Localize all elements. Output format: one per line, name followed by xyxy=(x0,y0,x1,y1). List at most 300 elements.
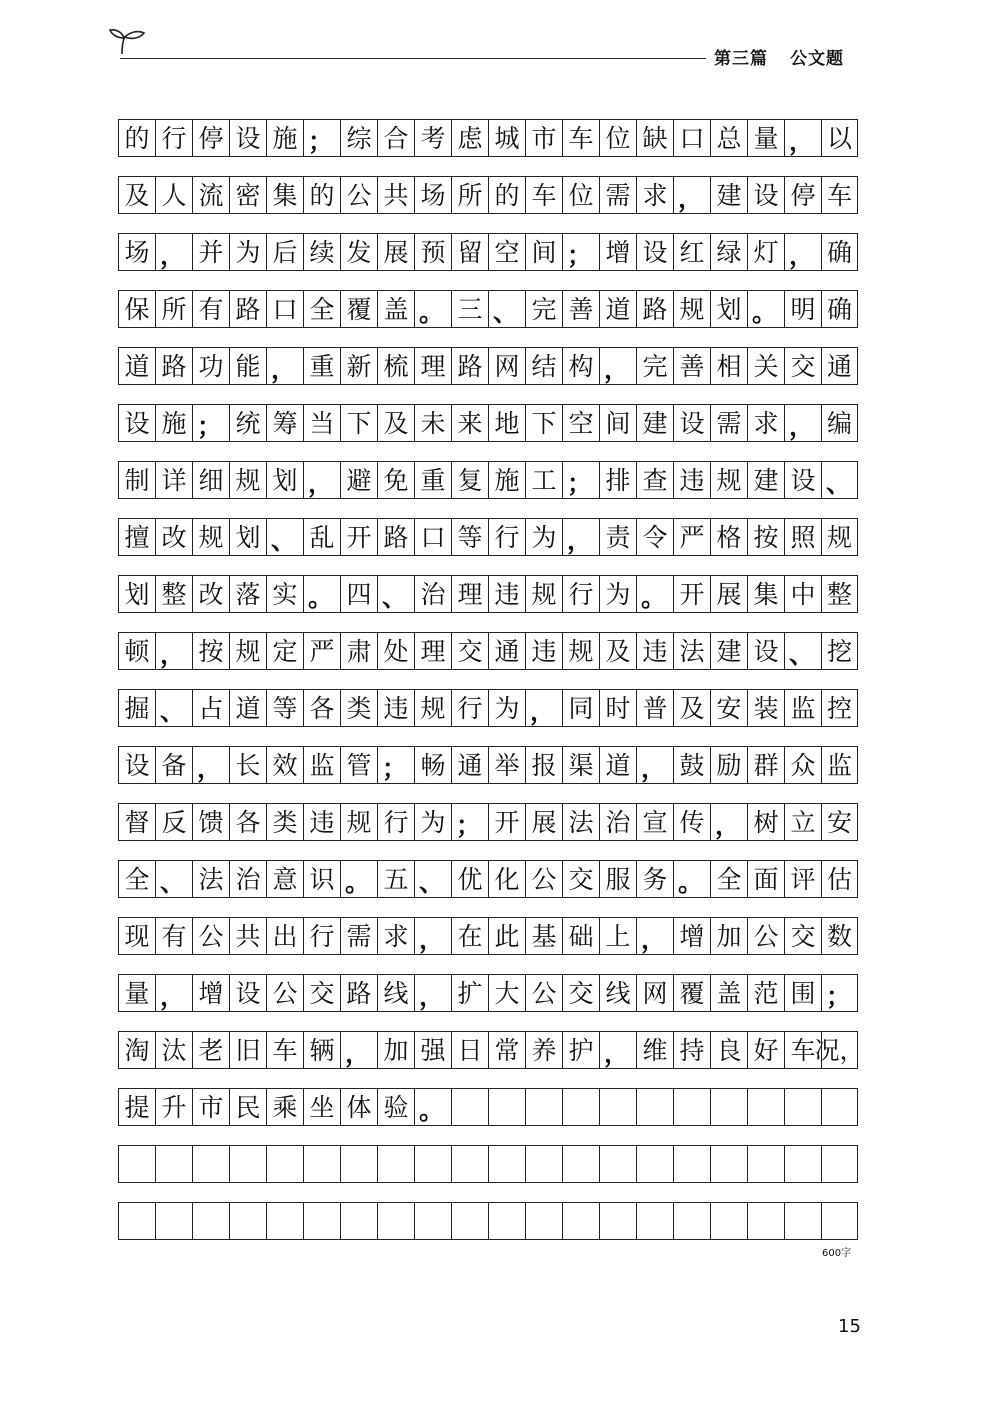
grid-cell: 照 xyxy=(784,518,821,556)
grid-cell: 场 xyxy=(414,176,451,214)
grid-cell xyxy=(747,1145,784,1183)
grid-cell: 口 xyxy=(673,119,710,157)
grid-cell: 务 xyxy=(636,860,673,898)
grid-cell: 励 xyxy=(710,746,747,784)
grid-cell xyxy=(710,1145,747,1183)
grid-cell: 安 xyxy=(821,803,858,841)
grid-cell: 监 xyxy=(784,689,821,727)
grid-cell: 公 xyxy=(266,974,303,1012)
grid-cell xyxy=(488,1145,525,1183)
grid-cell: 交 xyxy=(784,917,821,955)
grid-cell: 车 xyxy=(525,176,562,214)
grid-cell: 避 xyxy=(340,461,377,499)
grid-cell: 报 xyxy=(525,746,562,784)
grid-cell xyxy=(451,1202,488,1240)
grid-row xyxy=(118,974,858,1012)
grid-cell: 五 xyxy=(377,860,414,898)
grid-cell: 合 xyxy=(377,119,414,157)
grid-cell xyxy=(229,1202,266,1240)
grid-cell xyxy=(377,1202,414,1240)
grid-cell: 时 xyxy=(599,689,636,727)
grid-cell xyxy=(636,1088,673,1126)
grid-cell xyxy=(821,1202,858,1240)
grid-cell: 良 xyxy=(710,1031,747,1069)
grid-cell: 城 xyxy=(488,119,525,157)
grid-cell: 及 xyxy=(599,632,636,670)
grid-cell: 设 xyxy=(118,404,155,442)
grid-cell: 保 xyxy=(118,290,155,328)
grid-cell: 养 xyxy=(525,1031,562,1069)
grid-cell: ， xyxy=(636,917,673,955)
grid-row xyxy=(118,1202,858,1240)
grid-row xyxy=(118,347,858,385)
grid-cell: 留 xyxy=(451,233,488,271)
grid-row xyxy=(118,632,858,670)
grid-cell: ； xyxy=(451,803,488,841)
page-number: 15 xyxy=(838,1316,861,1337)
grid-cell: 市 xyxy=(192,1088,229,1126)
grid-cell: 备 xyxy=(155,746,192,784)
grid-cell: 加 xyxy=(377,1031,414,1069)
grid-row xyxy=(118,1145,858,1183)
grid-cell: 查 xyxy=(636,461,673,499)
grid-cell xyxy=(192,1145,229,1183)
grid-cell: 、 xyxy=(155,860,192,898)
grid-row xyxy=(118,917,858,955)
grid-cell: ， xyxy=(599,347,636,385)
grid-cell: 的 xyxy=(303,176,340,214)
grid-cell: 众 xyxy=(784,746,821,784)
grid-cell: 三 xyxy=(451,290,488,328)
grid-cell: 出 xyxy=(266,917,303,955)
grid-cell: 整 xyxy=(821,575,858,613)
grid-cell xyxy=(118,1145,155,1183)
grid-cell: 维 xyxy=(636,1031,673,1069)
grid-cell: 建 xyxy=(710,632,747,670)
grid-cell: 密 xyxy=(229,176,266,214)
grid-cell: 畅 xyxy=(414,746,451,784)
grid-cell: 能 xyxy=(229,347,266,385)
grid-cell: 升 xyxy=(155,1088,192,1126)
grid-cell: 馈 xyxy=(192,803,229,841)
grid-row xyxy=(118,575,858,613)
grid-cell: 工 xyxy=(525,461,562,499)
header-rule xyxy=(120,58,706,59)
grid-cell: 求 xyxy=(377,917,414,955)
grid-cell: 并 xyxy=(192,233,229,271)
grid-cell: 路 xyxy=(229,290,266,328)
grid-cell: 违 xyxy=(673,461,710,499)
grid-cell: 编 xyxy=(821,404,858,442)
grid-cell: 下 xyxy=(525,404,562,442)
grid-cell xyxy=(784,1145,821,1183)
grid-cell: 日 xyxy=(451,1031,488,1069)
grid-cell: ； xyxy=(821,974,858,1012)
grid-cell: 。 xyxy=(636,575,673,613)
grid-cell: ， xyxy=(414,917,451,955)
grid-cell: 综 xyxy=(340,119,377,157)
grid-cell: 网 xyxy=(488,347,525,385)
grid-cell: 求 xyxy=(636,176,673,214)
grid-cell: 量 xyxy=(747,119,784,157)
grid-cell: 四 xyxy=(340,575,377,613)
grid-cell: 为 xyxy=(599,575,636,613)
grid-cell xyxy=(488,1088,525,1126)
grid-cell: 覆 xyxy=(340,290,377,328)
grid-cell: 所 xyxy=(155,290,192,328)
grid-cell xyxy=(266,1202,303,1240)
grid-cell: 安 xyxy=(710,689,747,727)
grid-cell: 严 xyxy=(673,518,710,556)
grid-cell xyxy=(229,1145,266,1183)
grid-cell: 施 xyxy=(266,119,303,157)
grid-cell: 违 xyxy=(377,689,414,727)
grid-cell: 违 xyxy=(488,575,525,613)
grid-cell: ； xyxy=(562,461,599,499)
section-label: 第三篇 xyxy=(714,49,768,69)
grid-cell xyxy=(562,1088,599,1126)
grid-cell xyxy=(451,1145,488,1183)
grid-cell: 新 xyxy=(340,347,377,385)
grid-cell: 规 xyxy=(821,518,858,556)
grid-cell: 改 xyxy=(155,518,192,556)
grid-cell: 详 xyxy=(155,461,192,499)
grid-cell: 基 xyxy=(525,917,562,955)
grid-cell: 位 xyxy=(599,119,636,157)
grid-cell: 理 xyxy=(414,347,451,385)
grid-cell: 汰 xyxy=(155,1031,192,1069)
grid-cell: 停 xyxy=(192,119,229,157)
grid-cell: 中 xyxy=(784,575,821,613)
grid-cell: 车 xyxy=(266,1031,303,1069)
grid-cell: 法 xyxy=(562,803,599,841)
grid-cell: 各 xyxy=(229,803,266,841)
grid-cell: 扩 xyxy=(451,974,488,1012)
grid-cell: 盖 xyxy=(377,290,414,328)
grid-cell xyxy=(192,1202,229,1240)
grid-cell: 范 xyxy=(747,974,784,1012)
grid-cell: 老 xyxy=(192,1031,229,1069)
grid-cell: 功 xyxy=(192,347,229,385)
grid-cell: 确 xyxy=(821,290,858,328)
grid-cell: 发 xyxy=(340,233,377,271)
grid-cell: 明 xyxy=(784,290,821,328)
grid-cell: 况， xyxy=(821,1031,858,1069)
grid-cell: 增 xyxy=(192,974,229,1012)
grid-cell: 宣 xyxy=(636,803,673,841)
grid-cell: 监 xyxy=(821,746,858,784)
grid-cell: 展 xyxy=(525,803,562,841)
grid-cell: 违 xyxy=(636,632,673,670)
grid-cell: 此 xyxy=(488,917,525,955)
grid-cell: 开 xyxy=(488,803,525,841)
grid-cell: 路 xyxy=(636,290,673,328)
grid-cell: 的 xyxy=(118,119,155,157)
grid-cell: 、 xyxy=(155,689,192,727)
grid-cell xyxy=(784,1088,821,1126)
grid-cell xyxy=(340,1145,377,1183)
grid-cell: 、 xyxy=(784,632,821,670)
grid-cell xyxy=(747,1202,784,1240)
grid-cell: 优 xyxy=(451,860,488,898)
grid-cell: 设 xyxy=(747,632,784,670)
grid-cell: 上 xyxy=(599,917,636,955)
grid-cell xyxy=(525,1088,562,1126)
grid-cell: 下 xyxy=(340,404,377,442)
grid-cell: 交 xyxy=(303,974,340,1012)
grid-cell: 施 xyxy=(155,404,192,442)
grid-cell xyxy=(340,1202,377,1240)
grid-cell: 治 xyxy=(414,575,451,613)
grid-cell: 行 xyxy=(488,518,525,556)
grid-cell: 全 xyxy=(118,860,155,898)
grid-cell: 排 xyxy=(599,461,636,499)
grid-cell: 传 xyxy=(673,803,710,841)
grid-cell: 路 xyxy=(155,347,192,385)
grid-cell: 需 xyxy=(710,404,747,442)
grid-cell: ， xyxy=(155,974,192,1012)
grid-cell xyxy=(673,1202,710,1240)
grid-cell: 行 xyxy=(303,917,340,955)
header-title xyxy=(714,44,844,69)
grid-cell: 以 xyxy=(821,119,858,157)
grid-cell: 管 xyxy=(340,746,377,784)
grid-cell xyxy=(451,1088,488,1126)
grid-cell: 、 xyxy=(488,290,525,328)
grid-cell: 线 xyxy=(599,974,636,1012)
grid-cell: 筹 xyxy=(266,404,303,442)
grid-cell xyxy=(155,1145,192,1183)
grid-cell: 行 xyxy=(562,575,599,613)
grid-cell: 乘 xyxy=(266,1088,303,1126)
grid-cell: 规 xyxy=(562,632,599,670)
grid-cell: 督 xyxy=(118,803,155,841)
grid-cell: 好 xyxy=(747,1031,784,1069)
grid-cell: 加 xyxy=(710,917,747,955)
grid-cell: 按 xyxy=(192,632,229,670)
grid-cell: 展 xyxy=(377,233,414,271)
grid-cell: 长 xyxy=(229,746,266,784)
grid-cell: 令 xyxy=(636,518,673,556)
grid-cell: 淘 xyxy=(118,1031,155,1069)
grid-cell: 展 xyxy=(710,575,747,613)
grid-cell: 路 xyxy=(340,974,377,1012)
grid-cell: 、 xyxy=(266,518,303,556)
grid-cell: 共 xyxy=(377,176,414,214)
grid-cell: 责 xyxy=(599,518,636,556)
grid-cell: 细 xyxy=(192,461,229,499)
grid-cell: 需 xyxy=(340,917,377,955)
grid-cell: 等 xyxy=(451,518,488,556)
grid-cell: 监 xyxy=(303,746,340,784)
grid-cell xyxy=(414,1202,451,1240)
grid-cell: 交 xyxy=(784,347,821,385)
grid-cell: 在 xyxy=(451,917,488,955)
grid-cell: 效 xyxy=(266,746,303,784)
grid-cell: 建 xyxy=(636,404,673,442)
grid-cell: 及 xyxy=(673,689,710,727)
grid-cell: 。 xyxy=(747,290,784,328)
grid-cell: 化 xyxy=(488,860,525,898)
grid-cell: 数 xyxy=(821,917,858,955)
grid-cell: 道 xyxy=(118,347,155,385)
grid-cell: 。 xyxy=(340,860,377,898)
grid-cell: 续 xyxy=(303,233,340,271)
grid-cell: 设 xyxy=(673,404,710,442)
grid-cell: 处 xyxy=(377,632,414,670)
grid-cell: 确 xyxy=(821,233,858,271)
grid-cell: 现 xyxy=(118,917,155,955)
grid-cell: 识 xyxy=(303,860,340,898)
grid-cell: 集 xyxy=(747,575,784,613)
grid-cell: 关 xyxy=(747,347,784,385)
grid-cell: 。 xyxy=(303,575,340,613)
grid-cell: ； xyxy=(192,404,229,442)
grid-cell: ， xyxy=(340,1031,377,1069)
grid-cell: 。 xyxy=(673,860,710,898)
grid-cell: ， xyxy=(784,404,821,442)
grid-cell: ， xyxy=(599,1031,636,1069)
grid-row xyxy=(118,404,858,442)
grid-cell: 考 xyxy=(414,119,451,157)
grid-cell: 交 xyxy=(562,860,599,898)
grid-cell xyxy=(155,1202,192,1240)
grid-cell: 常 xyxy=(488,1031,525,1069)
grid-cell: 车 xyxy=(784,1031,821,1069)
grid-cell: 按 xyxy=(747,518,784,556)
grid-cell: 规 xyxy=(414,689,451,727)
grid-cell: 反 xyxy=(155,803,192,841)
grid-cell: 验 xyxy=(377,1088,414,1126)
grid-cell: 构 xyxy=(562,347,599,385)
word-count-label: 600字 xyxy=(822,1248,852,1259)
grid-cell xyxy=(821,1088,858,1126)
grid-cell: 网 xyxy=(636,974,673,1012)
grid-cell: 有 xyxy=(192,290,229,328)
grid-cell: ， xyxy=(414,974,451,1012)
grid-cell: 为 xyxy=(525,518,562,556)
grid-cell xyxy=(747,1088,784,1126)
grid-cell: 占 xyxy=(192,689,229,727)
grid-cell: 及 xyxy=(118,176,155,214)
grid-cell: 面 xyxy=(747,860,784,898)
grid-cell: 民 xyxy=(229,1088,266,1126)
grid-cell: 理 xyxy=(414,632,451,670)
grid-cell: 道 xyxy=(229,689,266,727)
grid-cell: 公 xyxy=(340,176,377,214)
grid-cell: 严 xyxy=(303,632,340,670)
grid-cell: 划 xyxy=(118,575,155,613)
grid-cell xyxy=(673,1145,710,1183)
grid-cell: 评 xyxy=(784,860,821,898)
grid-cell xyxy=(599,1088,636,1126)
grid-cell: 覆 xyxy=(673,974,710,1012)
grid-cell: 绿 xyxy=(710,233,747,271)
grid-cell: 交 xyxy=(451,632,488,670)
grid-cell: 类 xyxy=(266,803,303,841)
grid-cell xyxy=(266,1145,303,1183)
grid-cell: 乱 xyxy=(303,518,340,556)
grid-cell: 共 xyxy=(229,917,266,955)
grid-cell: 各 xyxy=(303,689,340,727)
grid-cell: 行 xyxy=(377,803,414,841)
grid-cell: ， xyxy=(673,176,710,214)
category-label: 公文题 xyxy=(790,49,844,69)
answer-grid xyxy=(118,119,865,1259)
grid-cell xyxy=(710,1202,747,1240)
grid-cell: 规 xyxy=(192,518,229,556)
grid-cell: 治 xyxy=(599,803,636,841)
grid-cell: 违 xyxy=(525,632,562,670)
grid-cell: 肃 xyxy=(340,632,377,670)
sprout-icon xyxy=(108,26,148,56)
grid-cell: 路 xyxy=(377,518,414,556)
grid-cell xyxy=(303,1145,340,1183)
grid-cell: 树 xyxy=(747,803,784,841)
grid-row xyxy=(118,689,858,727)
grid-cell: 地 xyxy=(488,404,525,442)
grid-cell: 的 xyxy=(488,176,525,214)
grid-cell: 红 xyxy=(673,233,710,271)
grid-cell: 后 xyxy=(266,233,303,271)
grid-cell: 免 xyxy=(377,461,414,499)
grid-cell: 缺 xyxy=(636,119,673,157)
grid-cell: ， xyxy=(155,233,192,271)
grid-cell: 增 xyxy=(599,233,636,271)
grid-row xyxy=(118,176,858,214)
grid-cell: 估 xyxy=(821,860,858,898)
grid-cell: ， xyxy=(192,746,229,784)
grid-cell: 口 xyxy=(414,518,451,556)
grid-cell: 流 xyxy=(192,176,229,214)
grid-cell: 求 xyxy=(747,404,784,442)
grid-cell: 施 xyxy=(488,461,525,499)
grid-cell: 持 xyxy=(673,1031,710,1069)
grid-cell: 通 xyxy=(821,347,858,385)
grid-cell: 为 xyxy=(229,233,266,271)
grid-cell: 间 xyxy=(599,404,636,442)
grid-cell: ， xyxy=(155,632,192,670)
grid-cell: 人 xyxy=(155,176,192,214)
grid-cell: 通 xyxy=(488,632,525,670)
grid-cell xyxy=(821,1145,858,1183)
grid-cell: 设 xyxy=(229,974,266,1012)
grid-cell: 规 xyxy=(673,290,710,328)
grid-cell: 当 xyxy=(303,404,340,442)
grid-cell: 群 xyxy=(747,746,784,784)
grid-cell: ， xyxy=(636,746,673,784)
grid-cell: 盖 xyxy=(710,974,747,1012)
grid-cell xyxy=(562,1202,599,1240)
grid-cell: 完 xyxy=(636,347,673,385)
grid-cell: ， xyxy=(562,518,599,556)
grid-cell: ， xyxy=(266,347,303,385)
grid-cell: 有 xyxy=(155,917,192,955)
grid-cell xyxy=(377,1145,414,1183)
grid-cell: 间 xyxy=(525,233,562,271)
grid-cell: 挖 xyxy=(821,632,858,670)
grid-cell: 旧 xyxy=(229,1031,266,1069)
grid-row xyxy=(118,233,858,271)
grid-cell: 场 xyxy=(118,233,155,271)
grid-cell: 未 xyxy=(414,404,451,442)
grid-cell: 设 xyxy=(784,461,821,499)
grid-cell: 空 xyxy=(562,404,599,442)
grid-cell: 划 xyxy=(710,290,747,328)
grid-cell: 行 xyxy=(451,689,488,727)
grid-cell: 预 xyxy=(414,233,451,271)
grid-row xyxy=(118,518,858,556)
